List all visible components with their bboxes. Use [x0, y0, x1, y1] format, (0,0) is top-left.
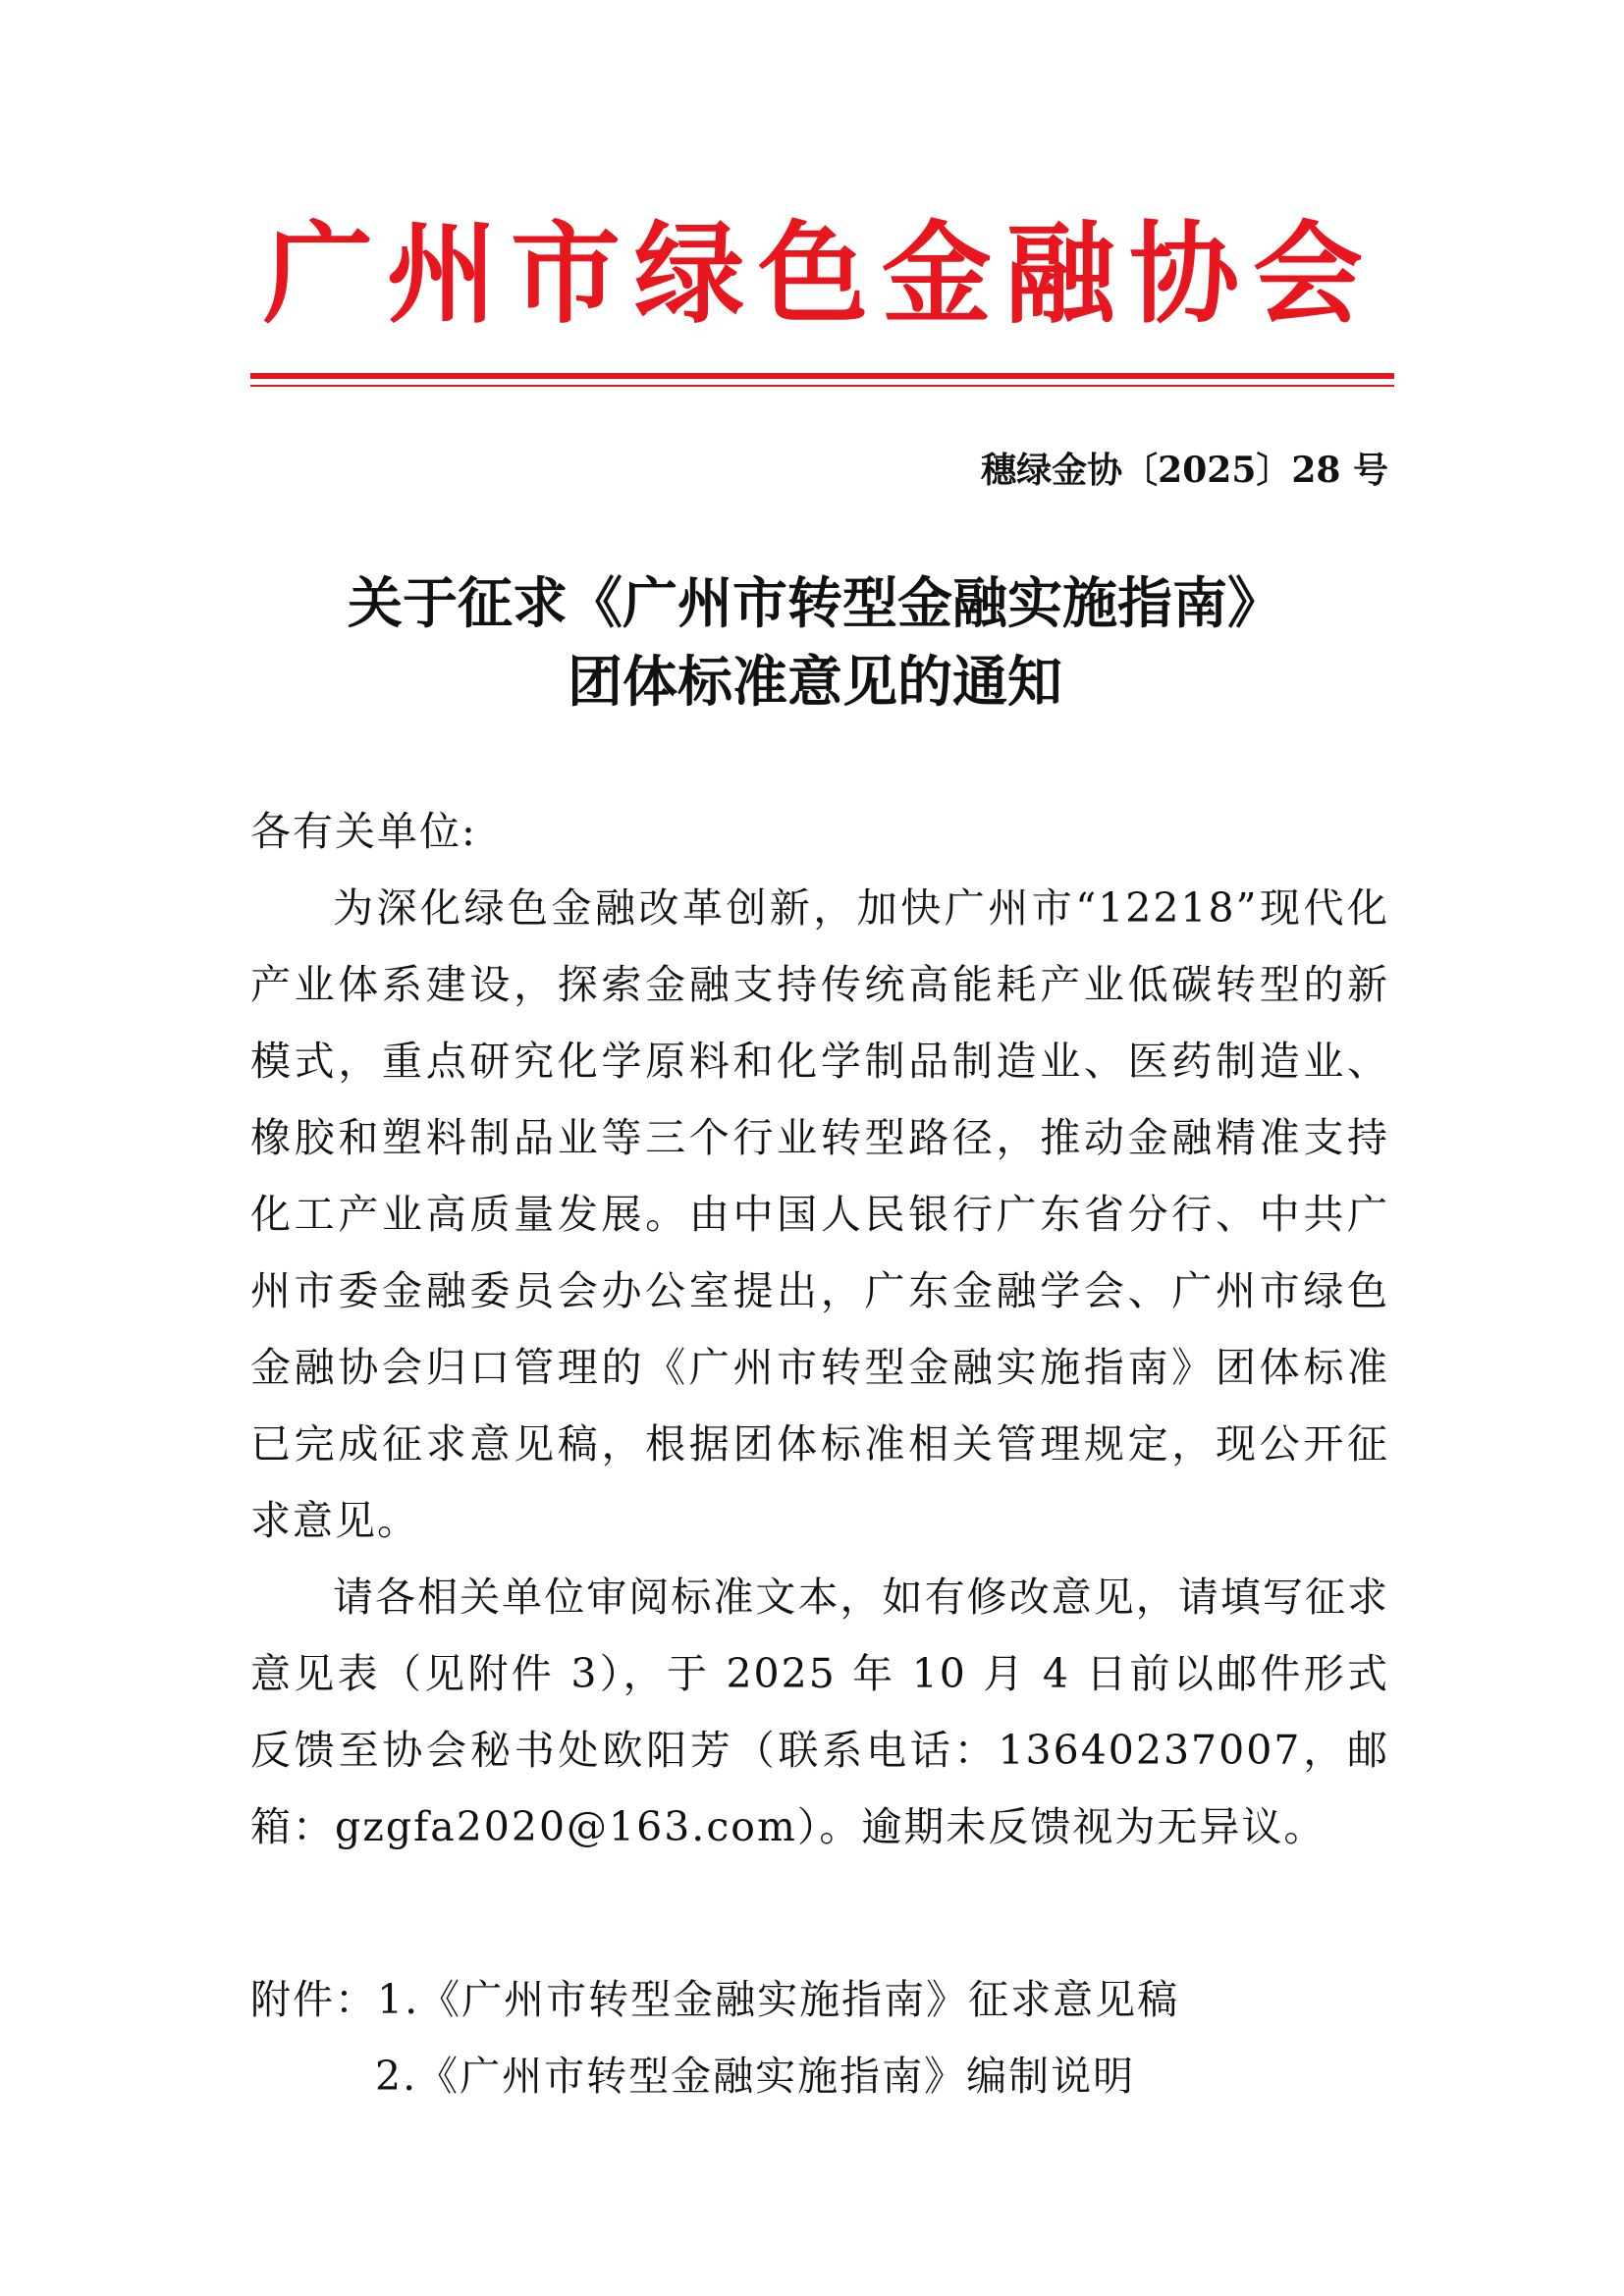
body-paragraph-1: 为深化绿色金融改革创新，加快广州市“12218”现代化产业体系建设，探索金融支持传统高能耗产业低碳转型的新模式，重点研究化学原料和化学制品制造业、医药制造业、橡胶和塑料制品业等三个行业转型路径，推动金融精准支持化工产业高质量发展。由中国人民银行广东省分行、中共广州市委金融委员会办公室提出，广东金融学会、广州市绿色金融协会归口管理的《广州市转型金融实施指南》团体标准已完成征求意见稿，根据团体标准相关管理规定，现公开征求意见。: [250, 884, 1389, 1544]
attachment-item-2: 2.《广州市转型金融实施指南》编制说明: [375, 2053, 1136, 2100]
masthead-rule-thick: [250, 373, 1394, 379]
salutation: 各有关单位:: [250, 808, 477, 855]
body-paragraph-2: 请各相关单位审阅标准文本，如有修改意见，请填写征求意见表（见附件 3），于 2025 年 10 月 4 日前以邮件形式反馈至协会秘书处欧阳芳（联系电话：13640237007，邮箱：gzgfa2020@163.com）。逾期未反馈视为无异议。: [250, 1574, 1389, 1850]
masthead-rule-thin: [250, 385, 1394, 387]
title-line-2: 团体标准意见的通知: [568, 650, 1062, 715]
attachment-item-1: 附件：1.《广州市转型金融实施指南》征求意见稿: [250, 1976, 1180, 2023]
masthead-org-name: 广州市绿色金融协会: [263, 211, 1377, 339]
document-title: [226, 564, 1404, 721]
document-number: 穗绿金协〔2025〕28 号: [981, 450, 1388, 491]
title-line-1: 关于征求《广州市转型金融实施指南》: [348, 571, 1282, 636]
